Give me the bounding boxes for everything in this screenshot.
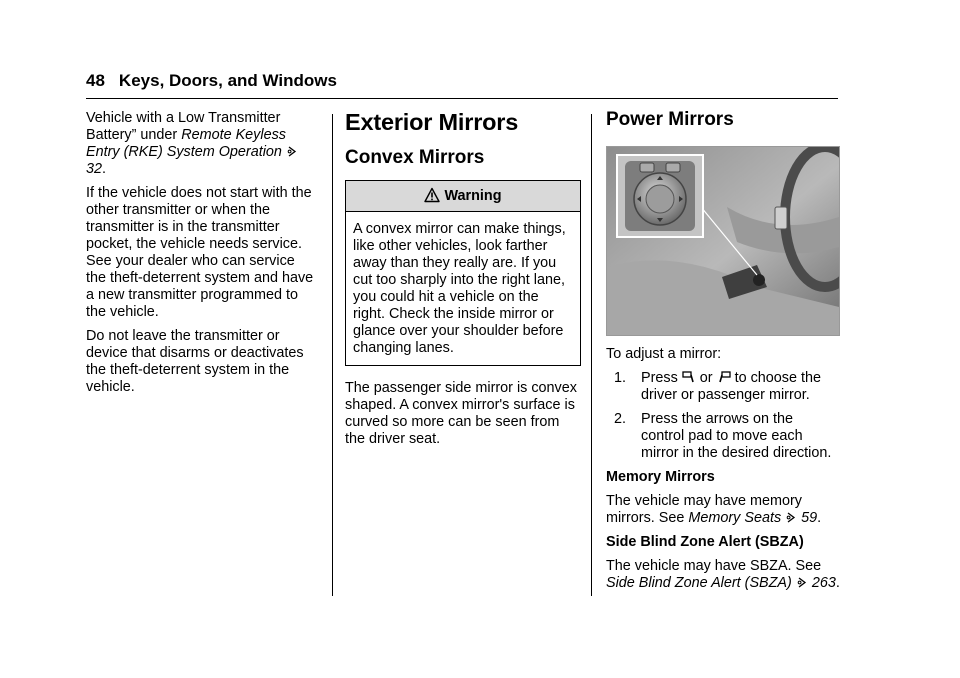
warning-box: [345, 180, 581, 366]
cross-reference-link[interactable]: Memory Seats: [688, 510, 782, 526]
paragraph: Vehicle with a Low Transmitter Battery” under Remote Keyless Entry (RKE) System Operation 32.: [86, 110, 316, 178]
paragraph: To adjust a mirror:: [606, 346, 722, 362]
warning-header: [346, 181, 580, 212]
column-divider: [332, 114, 333, 596]
section-heading: Exterior Mirrors: [345, 109, 519, 135]
section-title: Keys, Doors, and Windows: [118, 71, 337, 90]
column-middle: [345, 108, 581, 455]
page-reference[interactable]: 59: [801, 510, 818, 526]
column-right: [606, 108, 840, 599]
cross-reference-link[interactable]: Remote Keyless Entry (RKE) System Operation: [86, 127, 286, 160]
page-reference-arrow-icon: [287, 146, 297, 157]
warning-text: A convex mirror can make things, like other vehicles, look farther away than they really are. If you cut too sharply into the right lane, you could hit a vehicle on the right. Check the inside mirror or glance over your shoulder before changing lanes.: [353, 221, 566, 356]
column-left: [86, 110, 316, 403]
paragraph: If the vehicle does not start with the other transmitter or when the transmitter is in the transmitter pocket, the vehicle needs service. See your dealer who can service the theft-deterrent system and have a new transmitter programmed to the vehicle.: [86, 185, 314, 320]
column-divider: [591, 114, 592, 596]
page-number: 48: [86, 71, 105, 90]
step-number: 2.: [614, 411, 627, 427]
left-mirror-select-icon: [682, 370, 696, 384]
list-item: 1. Press or to choose the driver or passenger mirror.: [614, 370, 822, 403]
page-reference-arrow-icon: [797, 577, 807, 588]
cross-reference-link[interactable]: Side Blind Zone Alert (SBZA): [606, 575, 792, 591]
warning-triangle-icon: [424, 187, 440, 203]
paragraph: The vehicle may have SBZA. See Side Blind Zone Alert (SBZA) 263.: [606, 558, 840, 591]
step-number: 1.: [614, 370, 627, 386]
page-reference-arrow-icon: [786, 512, 796, 523]
paragraph: Do not leave the transmitter or device that disarms or deactivates the theft-deterrent system in the vehicle.: [86, 328, 304, 395]
subheading: Side Blind Zone Alert (SBZA): [606, 534, 804, 550]
running-header: [86, 70, 838, 92]
right-mirror-select-icon: [717, 370, 731, 384]
subheading: Memory Mirrors: [606, 469, 715, 485]
instruction-steps: [606, 370, 840, 462]
subsection-heading: Convex Mirrors: [345, 147, 485, 168]
header-rule: [86, 98, 838, 99]
page-reference[interactable]: 263: [811, 575, 836, 591]
warning-title: Warning: [444, 188, 502, 204]
paragraph: The passenger side mirror is convex shaped. A convex mirror's surface is curved so more can be seen from the driver seat.: [345, 380, 577, 447]
list-item: 2. Press the arrows on the control pad to move each mirror in the desired direction.: [614, 411, 832, 461]
page-reference[interactable]: 32: [86, 161, 103, 177]
paragraph: The vehicle may have memory mirrors. See Memory Seats 59.: [606, 493, 822, 526]
power-mirror-control-photo: [606, 146, 840, 336]
section-heading: Power Mirrors: [606, 109, 734, 130]
